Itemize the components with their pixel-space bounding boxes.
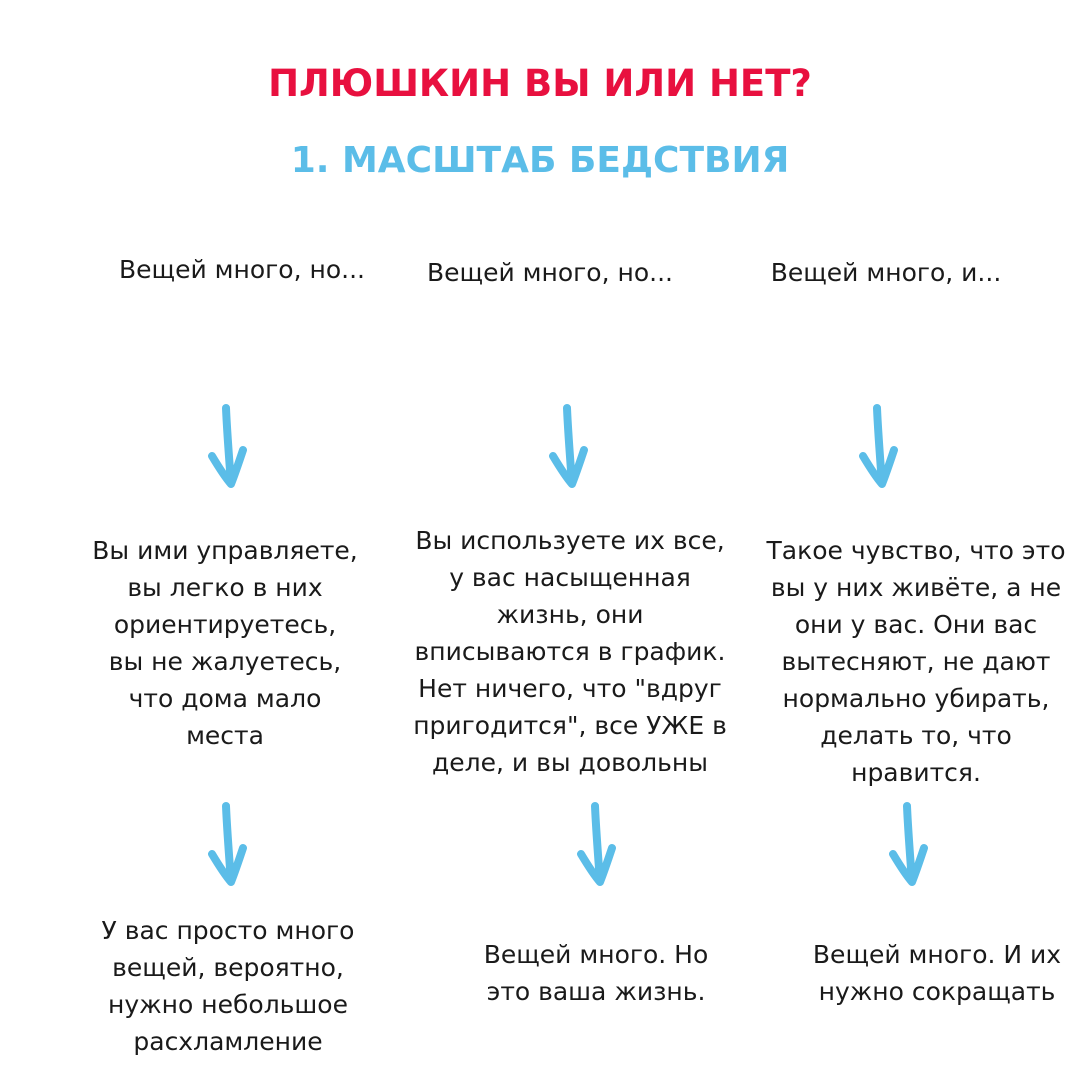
premise-text-1: Вещей много, но... xyxy=(119,255,365,284)
down-arrow-icon xyxy=(887,802,931,888)
down-arrow-icon xyxy=(206,404,250,490)
premise-text-2: Вещей много, но... xyxy=(427,258,673,287)
down-arrow-icon xyxy=(857,404,901,490)
description-text-1: Вы ими управляете, вы легко в них ориентируетесь, вы не жалуетесь, что дома мало места xyxy=(92,536,358,750)
down-arrow-icon xyxy=(575,802,619,888)
section-subtitle: 1. МАСШТАБ БЕДСТВИЯ xyxy=(290,140,790,181)
down-arrow-icon xyxy=(206,802,250,888)
down-arrow-icon xyxy=(547,404,591,490)
description-text-2: Вы используете их все, у вас насыщенная жизнь, они вписываются в график. Нет ничего, что "вдруг пригодится", все УЖЕ в деле, и вы довольны xyxy=(413,526,727,777)
conclusion-text-1: У вас просто много вещей, вероятно, нужно небольшое расхламление xyxy=(101,916,355,1056)
premise-text-3: Вещей много, и... xyxy=(770,258,1002,287)
conclusion-text-2: Вещей много. Но это ваша жизнь. xyxy=(483,940,709,1006)
conclusion-text-3: Вещей много. И их нужно сокращать xyxy=(812,940,1062,1006)
description-text-3: Такое чувство, что это вы у них живёте, а не они у вас. Они вас вытесняют, не дают нормально убирать, делать то, что нравится. xyxy=(766,536,1066,787)
page-title: ПЛЮШКИН ВЫ ИЛИ НЕТ? xyxy=(268,62,812,105)
